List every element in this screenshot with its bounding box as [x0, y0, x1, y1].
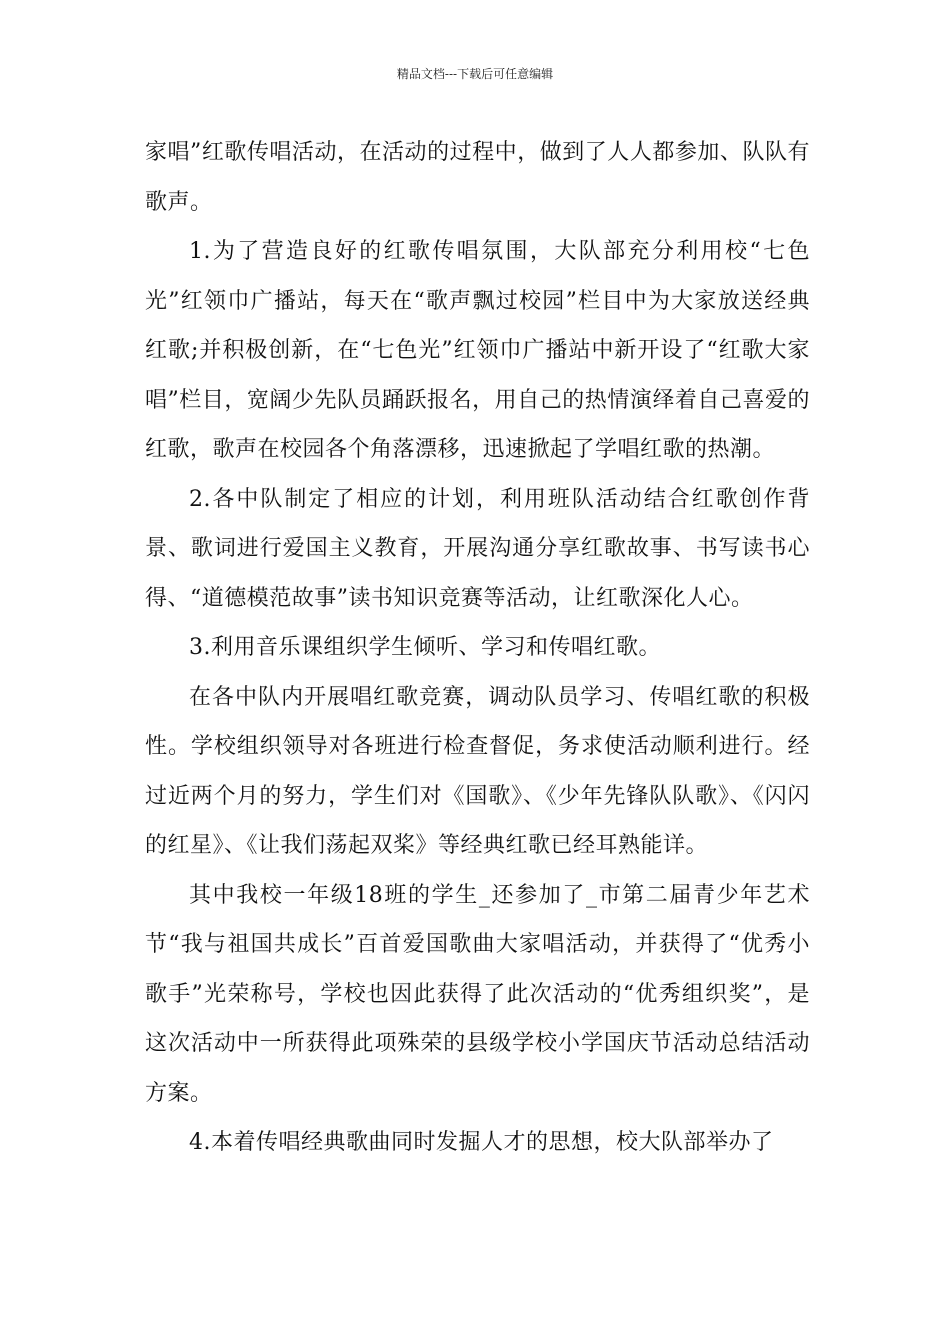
paragraph: 家唱”红歌传唱活动，在活动的过程中，做到了人人都参加、队队有歌声。 [145, 140, 810, 215]
paragraph: 2.各中队制定了相应的计划，利用班队活动结合红歌创作背景、歌词进行爱国主义教育，开展沟通分享红歌故事、书写读书心得、“道德模范故事”读书知识竞赛等活动，让红歌深化人心。 [145, 486, 810, 611]
paragraph: 1.为了营造良好的红歌传唱氛围，大队部充分利用校“七色光”红领巾广播站，每天在“歌声飘过校园”栏目中为大家放送经典红歌;并积极创新，在“七色光”红领巾广播站中新开设了“红歌大家唱”栏目，宽阔少先队员踊跃报名，用自己的热情演绎着自己喜爱的红歌，歌声在校园各个角落漂移，迅速掀起了学唱红歌的热潮。 [145, 239, 810, 462]
document-body [145, 128, 810, 1168]
paragraph: 3.利用音乐课组织学生倾听、学习和传唱红歌。 [189, 635, 661, 660]
paragraph: 4.本着传唱经典歌曲同时发掘人才的思想，校大队部举办了 [189, 1130, 774, 1155]
paragraph: 在各中队内开展唱红歌竞赛，调动队员学习、传唱红歌的积极性。学校组织领导对各班进行检查督促，务求使活动顺利进行。经过近两个月的努力，学生们对《国歌》、《少年先锋队队歌》、《闪闪的红星》、《让我们荡起双桨》等经典红歌已经耳熟能详。 [145, 684, 810, 858]
paragraph: 其中我校一年级18班的学生_还参加了_市第二届青少年艺术节“我与祖国共成长”百首爱国歌曲大家唱活动，并获得了“优秀小歌手”光荣称号，学校也因此获得了此次活动的“优秀组织奖”，是这次活动中一所获得此项殊荣的县级学校小学国庆节活动总结活动方案。 [145, 882, 810, 1106]
page-header: 精品文档---下载后可任意编辑 [396, 67, 554, 81]
